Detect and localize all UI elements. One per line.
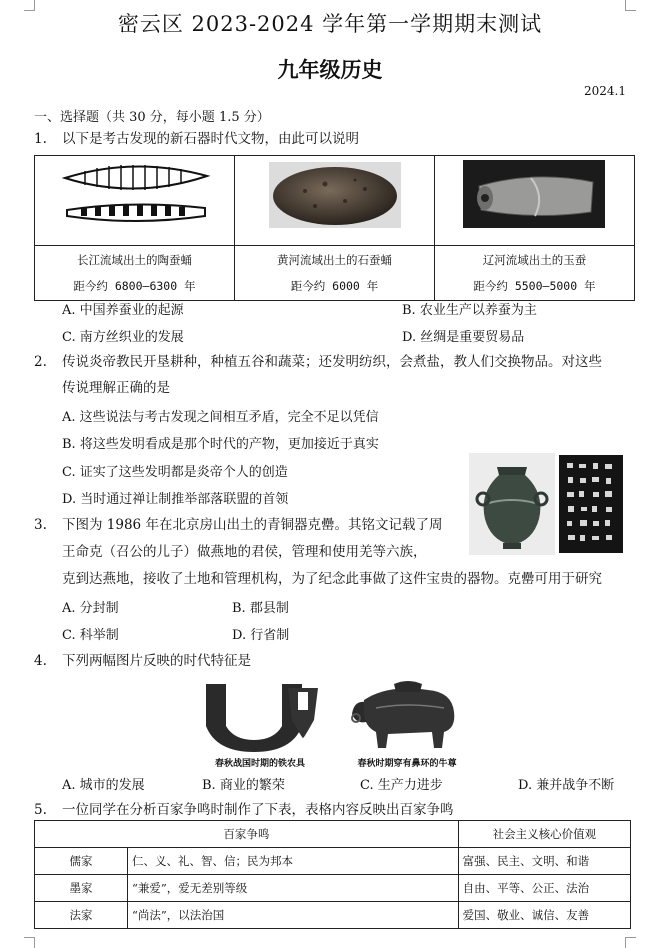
q1-option-b[interactable]: B. 农业生产以养蚕为主	[402, 303, 537, 318]
artifact-image-cell	[435, 156, 635, 246]
pottery-silkworm-image	[35, 156, 234, 241]
q4-option-a[interactable]: A. 城市的发展	[62, 778, 145, 793]
artifact-caption	[235, 246, 435, 301]
q1-artifact-table	[34, 155, 635, 301]
q3-stem-line2: 王命克（召公的儿子）做燕地的君侯，管理和使用羌等六族，	[62, 544, 427, 560]
q5-stem: 一位同学在分析百家争鸣时制作了下表，表格内容反映出百家争鸣	[62, 802, 454, 818]
q4-number: 4.	[34, 653, 47, 669]
page-corner-mark	[625, 937, 636, 948]
artifact-name: 长江流域出土的陶蚕蛹	[77, 253, 192, 267]
q1-option-c[interactable]: C. 南方丝织业的发展	[62, 330, 184, 345]
q5-comparison-table	[34, 820, 631, 929]
q3-option-c[interactable]: C. 科举制	[62, 628, 119, 643]
table-cell-idea: “尚法”，以法治国	[128, 902, 459, 929]
table-cell-value: 富强、民主、文明、和谐	[458, 848, 630, 875]
table-cell-school: 法家	[35, 902, 128, 929]
artifact-image-cell	[35, 156, 235, 246]
stone-silkworm-image	[235, 156, 434, 241]
bronze-vessel-image	[469, 453, 555, 555]
q1-option-a[interactable]: A. 中国养蚕业的起源	[62, 303, 184, 318]
q4-option-c[interactable]: C. 生产力进步	[360, 778, 443, 793]
q3-option-b[interactable]: B. 郡县制	[232, 601, 289, 616]
q5-number: 5.	[34, 802, 47, 818]
q3-stem-line3: 克到达燕地，接收了土地和管理机构，为了纪念此事做了这件宝贵的器物。克罍可用于研究	[62, 571, 602, 587]
page-corner-mark	[24, 937, 35, 948]
q2-option-a[interactable]: A. 这些说法与考古发现之间相互矛盾，完全不足以凭信	[62, 410, 379, 425]
artifact-date: 距今约 6000 年	[290, 279, 379, 293]
artifact-name: 辽河流域出土的玉蚕	[482, 253, 587, 267]
q4-option-b[interactable]: B. 商业的繁荣	[202, 778, 285, 793]
table-row	[35, 902, 631, 929]
table-header-cell: 百家争鸣	[35, 821, 459, 848]
table-cell-value: 自由、平等、公正、法治	[458, 875, 630, 902]
q2-number: 2.	[34, 354, 47, 370]
exam-title: 密云区 2023-2024 学年第一学期期末测试	[117, 12, 543, 36]
q4-stem: 下列两幅图片反映的时代特征是	[62, 653, 251, 669]
table-header-cell: 社会主义核心价值观	[458, 821, 630, 848]
q2-option-d[interactable]: D. 当时通过禅让制推举部落联盟的首领	[62, 492, 289, 507]
artifact-caption	[435, 246, 635, 301]
q1-stem: 以下是考古发现的新石器时代文物，由此可以说明	[62, 131, 359, 147]
q4-caption-ox-zun: 春秋时期穿有鼻环的牛尊	[357, 759, 457, 769]
q1-option-d[interactable]: D. 丝绸是重要贸易品	[402, 330, 525, 345]
table-cell-idea: “兼爱”，爱无差别等级	[128, 875, 459, 902]
q3-number: 3.	[34, 517, 47, 533]
table-cell-idea: 仁、义、礼、智、信；民为邦本	[128, 848, 459, 875]
exam-subtitle: 九年级历史	[277, 57, 383, 82]
exam-date: 2024.1	[584, 84, 626, 98]
table-row	[35, 848, 631, 875]
table-cell-school: 墨家	[35, 875, 128, 902]
table-cell-value: 爱国、敬业、诚信、友善	[458, 902, 630, 929]
q3-option-a[interactable]: A. 分封制	[62, 601, 119, 616]
artifact-name: 黄河流域出土的石蚕蛹	[277, 253, 392, 267]
table-header-row	[35, 821, 631, 848]
table-row	[35, 875, 631, 902]
artifact-image-cell	[235, 156, 435, 246]
iron-farm-tools-image	[200, 678, 330, 754]
bronze-ox-zun-image	[348, 678, 460, 754]
q3-stem-line1: 下图为 1986 年在北京房山出土的青铜器克罍。其铭文记载了周	[62, 517, 443, 533]
artifact-caption	[35, 246, 235, 301]
q2-option-c[interactable]: C. 证实了这些发明都是炎帝个人的创造	[62, 465, 288, 480]
q4-caption-iron-tools: 春秋战国时期的铁农具	[214, 759, 305, 769]
table-cell-school: 儒家	[35, 848, 128, 875]
q3-option-d[interactable]: D. 行省制	[232, 628, 290, 643]
q2-stem-line2: 传说理解正确的是	[62, 380, 170, 396]
jade-silkworm-image	[435, 156, 634, 241]
q4-option-d[interactable]: D. 兼并战争不断	[518, 778, 615, 793]
artifact-date: 距今约 6800—6300 年	[73, 279, 196, 293]
q1-number: 1.	[34, 131, 47, 147]
bronze-inscription-rubbing-image	[559, 455, 623, 553]
q2-stem-line1: 传说炎帝教民开垦耕种，种植五谷和蔬菜；还发明纺织，会煮盐，教人们交换物品。对这些	[62, 354, 602, 370]
section-heading: 一、选择题（共 30 分，每小题 1.5 分）	[34, 110, 270, 125]
artifact-date: 距今约 5500—5000 年	[473, 279, 596, 293]
q2-option-b[interactable]: B. 将这些发明看成是那个时代的产物，更加接近于真实	[62, 437, 379, 452]
